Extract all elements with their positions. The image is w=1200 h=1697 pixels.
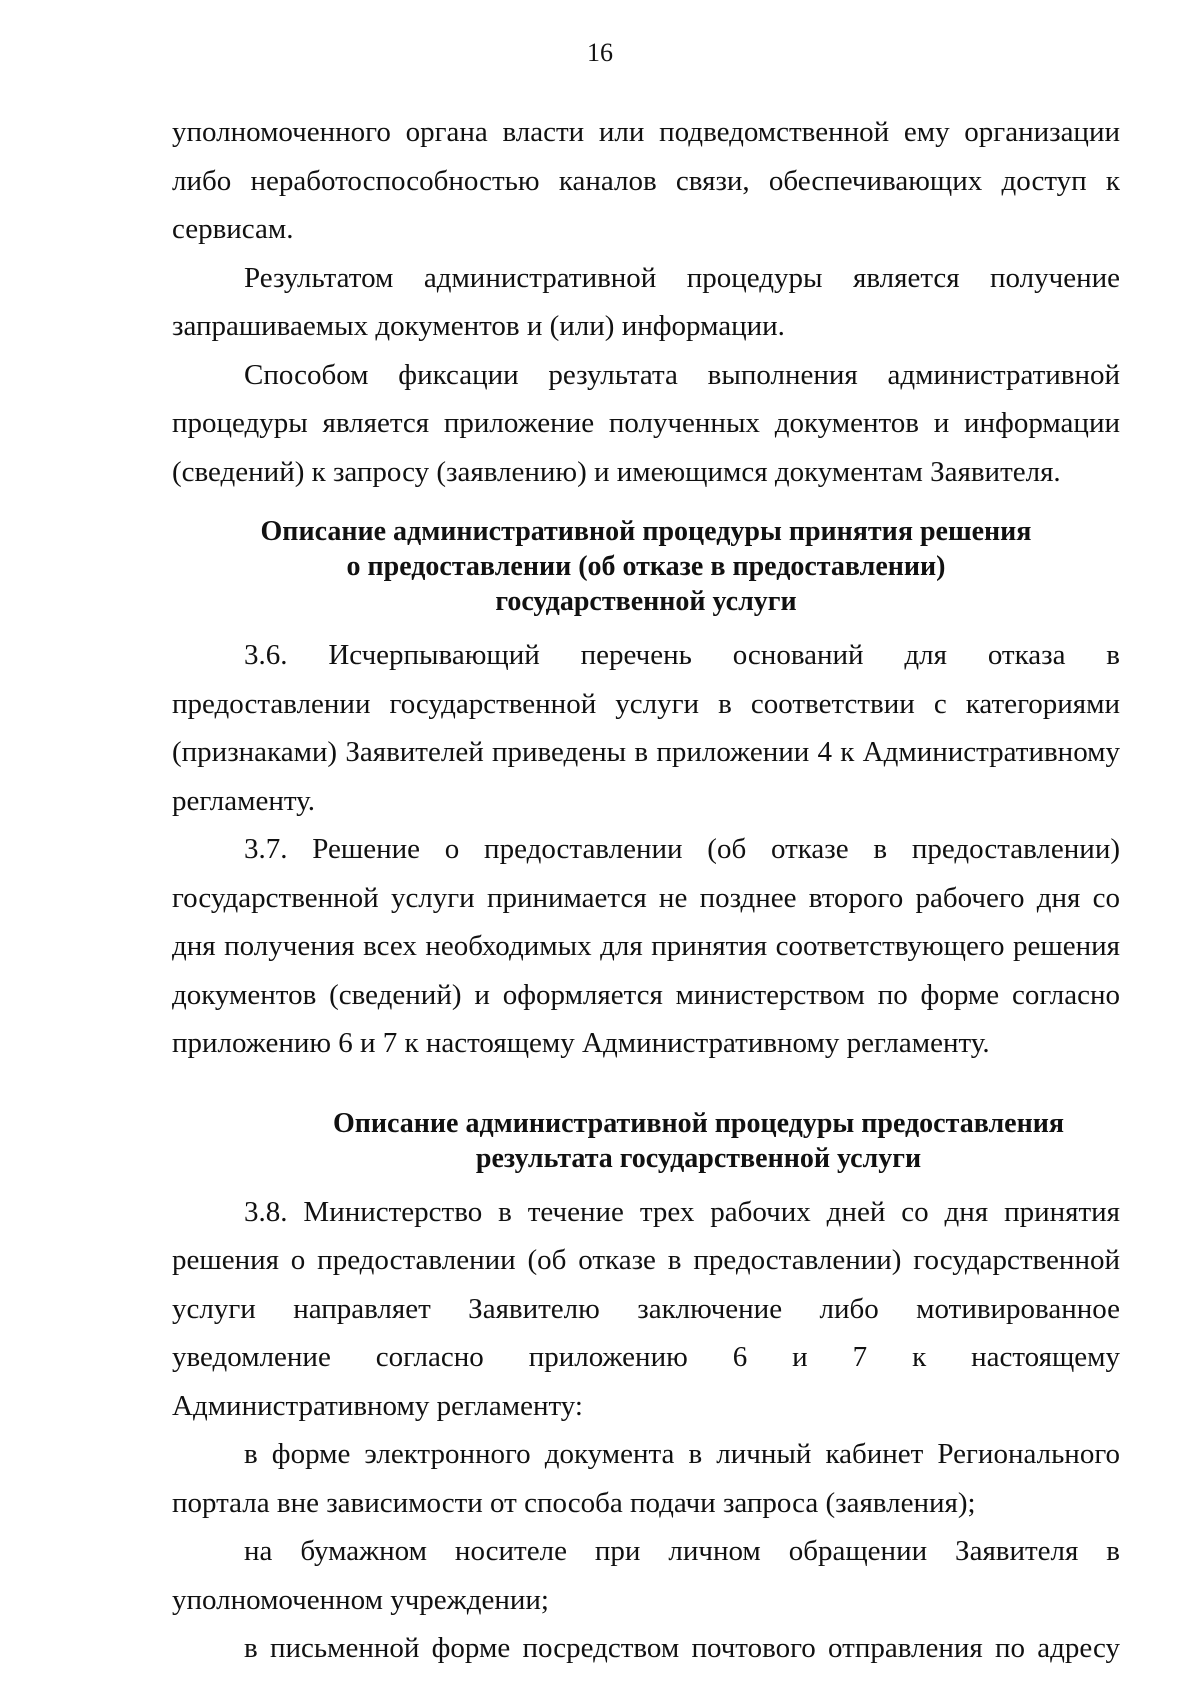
heading-line: Описание административной процедуры принятия решения xyxy=(260,516,1032,547)
section-heading-decision xyxy=(172,514,1120,619)
paragraph-continuation: уполномоченного органа власти или подведомственной ему организации либо неработоспособностью каналов связи, обеспечивающих доступ к сервисам. xyxy=(172,116,1120,245)
list-item-mail: в письменной форме посредством почтового отправления по адресу xyxy=(244,1632,1120,1664)
page-number: 16 xyxy=(587,38,613,67)
heading-line: государственной услуги xyxy=(495,586,797,617)
paragraph-result: Результатом административной процедуры является получение запрашиваемых документов и (или) информации. xyxy=(172,261,1120,342)
heading-line: о предоставлении (об отказе в предоставлении) xyxy=(346,551,946,582)
paragraph-3-8: 3.8. Министерство в течение трех рабочих дней со дня принятия решения о предоставлении (об отказе в предоставлении) государственной услуги направляет Заявителю заключение либо мотивированное уведомление согласно приложению 6 и 7 к настоящему Административному регламенту: xyxy=(172,1195,1120,1422)
list-item-electronic: в форме электронного документа в личный кабинет Регионального портала вне зависимости от способа подачи запроса (заявления); xyxy=(172,1438,1120,1519)
page-body xyxy=(172,108,1120,1673)
paragraph-fixation: Способом фиксации результата выполнения административной процедуры является приложение полученных документов и информации (сведений) к запросу (заявлению) и имеющимся документам Заявителя. xyxy=(172,358,1120,488)
heading-line: результата государственной услуги xyxy=(475,1142,922,1174)
list-item-paper: на бумажном носителе при личном обращении Заявителя в уполномоченном учреждении; xyxy=(172,1535,1120,1616)
heading-line: Описание административной процедуры предоставления xyxy=(332,1107,1065,1139)
section-heading-result xyxy=(172,1106,1120,1176)
paragraph-3-6: 3.6. Исчерпывающий перечень оснований для отказа в предоставлении государственной услуги в соответствии с категориями (признаками) Заявителей приведены в приложении 4 к Административному регламенту. xyxy=(172,639,1120,817)
paragraph-3-7: 3.7. Решение о предоставлении (об отказе в предоставлении) государственной услуги принимается не позднее второго рабочего дня со дня получения всех необходимых для принятия соответствующего решения документов (сведений) и оформляется министерством по форме согласно приложению 6 и 7 к настоящему Административному регламенту. xyxy=(172,833,1120,1059)
